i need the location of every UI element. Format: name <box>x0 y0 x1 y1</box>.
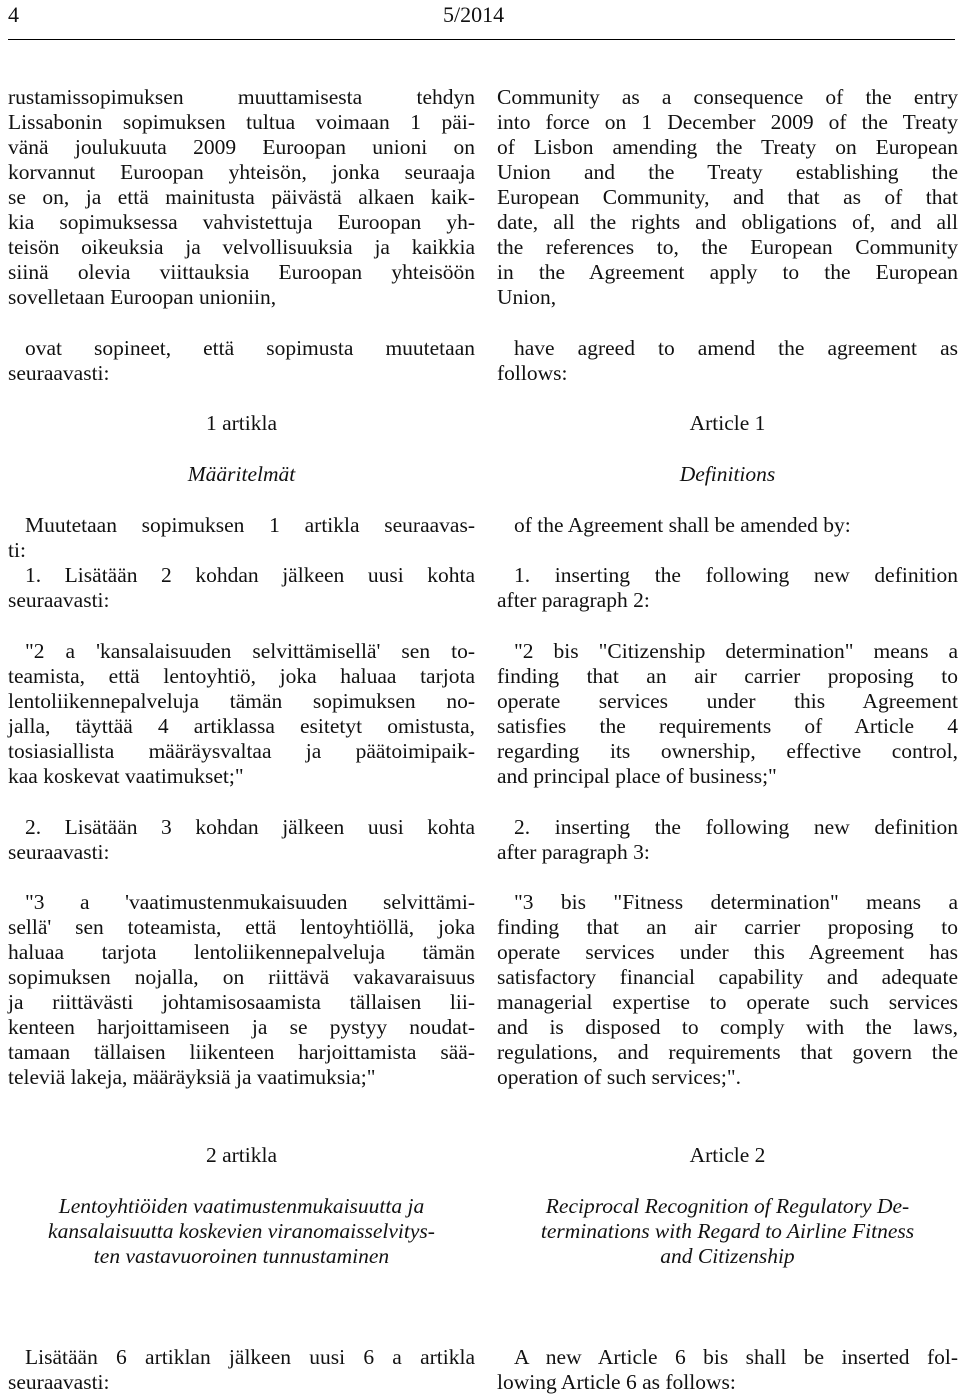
en-article1-heading: Article 1 <box>689 411 766 435</box>
en-intro-paragraph: Community as a consequence of the entry into force on 1 December 2009 of the Treaty of Lisbon amending the Treaty on European Union and the Treaty establishing the European Community, and that as of that date, all the rights and obligations of, and all the references to, the European Community in the Agreement apply to the European Union, <box>497 85 958 309</box>
en-article2-title: Reciprocal Recognition of Regulatory De- terminations with Regard to Airline Fitness and Citizenship <box>540 1194 915 1268</box>
page-number: 4 <box>8 2 19 27</box>
fi-definition-2a: "2 a 'kansalaisuuden selvittämisellä' sen to- teamista, että lentoyhtiö, joka haluaa tarjota lentoliikennepalveluja tämän sopimuksen no- jalla, täyttää 4 artiklassa esitetyt omistusta, tosiasiallista määräysvaltaa ja päätoimipaik- kaa koskevat vaatimukset;" <box>8 639 475 788</box>
fi-article1-heading: 1 artikla <box>205 411 278 435</box>
fi-intro-paragraph: rustamissopimuksen muuttamisesta tehdyn Lissabonin sopimuksen tultua voimaan 1 päi- vänä joulukuuta 2009 Euroopan unioni on korvannut Euroopan yhteisön, jonka seuraaja se on, ja että mainitusta päivästä alkaen kaik- kia sopimuksessa vahvistettuja Euroopan yh- teisön oikeuksia ja velvollisuuksia ja kaikkia siinä olevia viittauksia Euroopan yhteisöön sovelletaan Euroopan unioniin, <box>8 85 475 309</box>
fi-article1-title: Määritelmät <box>187 462 296 486</box>
en-definition-3bis: "3 bis "Fitness determination" means a finding that an air carrier proposing to operate services under this Agreement has satisfactory financial capability and adequate managerial expertise to operate such services and is disposed to comply with the laws, regulations, and requirements that govern the operation of such services;". <box>497 890 958 1089</box>
fi-item2-paragraph: 2. Lisätään 3 kohdan jälkeen uusi kohta seuraavasti: <box>8 815 475 864</box>
fi-agreed-paragraph: ovat sopineet, että sopimusta muutetaan seuraavasti: <box>8 336 475 385</box>
en-item1-paragraph: 1. inserting the following new definition after paragraph 2: <box>497 563 958 612</box>
header-rule <box>8 39 955 40</box>
en-amend-paragraph: of the Agreement shall be amended by: <box>514 513 851 537</box>
fi-definition-3a: "3 a 'vaatimustenmukaisuuden selvittämi- sellä' sen toteamista, että lentoyhtiöllä, joka haluaa tarjota lentoliikennepalveluja tämän sopimuksen nojalla, on riittävä vakavaraisuus ja riittävästi johtamisosaamista tällaisen lii- kenteen harjoittamiseen ja se pystyy noudat- tamaan tällaisen liikenteen harjoittamista sää- televiä lakeja, määräyksiä ja vaatimuksia;" <box>8 890 475 1089</box>
issue-number: 5/2014 <box>443 2 505 27</box>
en-article1-title: Definitions <box>679 462 776 486</box>
en-article2-heading: Article 2 <box>689 1143 766 1167</box>
en-agreed-paragraph: have agreed to amend the agreement as follows: <box>497 336 958 385</box>
fi-insert-paragraph: Lisätään 6 artiklan jälkeen uusi 6 a artikla seuraavasti: <box>8 1345 475 1394</box>
fi-item1-paragraph: 1. Lisätään 2 kohdan jälkeen uusi kohta seuraavasti: <box>8 563 475 612</box>
en-definition-2bis: "2 bis "Citizenship determination" means a finding that an air carrier proposing to operate services under this Agreement satisfies the requirements of Article 4 regarding its ownership, effective control, and principal place of business;" <box>497 639 958 788</box>
en-insert-paragraph: A new Article 6 bis shall be inserted fol- lowing Article 6 as follows: <box>497 1345 958 1394</box>
fi-amend-paragraph: Muutetaan sopimuksen 1 artikla seuraavas- ti: <box>8 513 475 562</box>
en-item2-paragraph: 2. inserting the following new definition after paragraph 3: <box>497 815 958 864</box>
fi-article2-heading: 2 artikla <box>205 1143 278 1167</box>
fi-article2-title: Lentoyhtiöiden vaatimustenmukaisuutta ja kansalaisuutta koskevien viranomaisselvitys- ten vastavuoroinen tunnustaminen <box>48 1194 435 1268</box>
